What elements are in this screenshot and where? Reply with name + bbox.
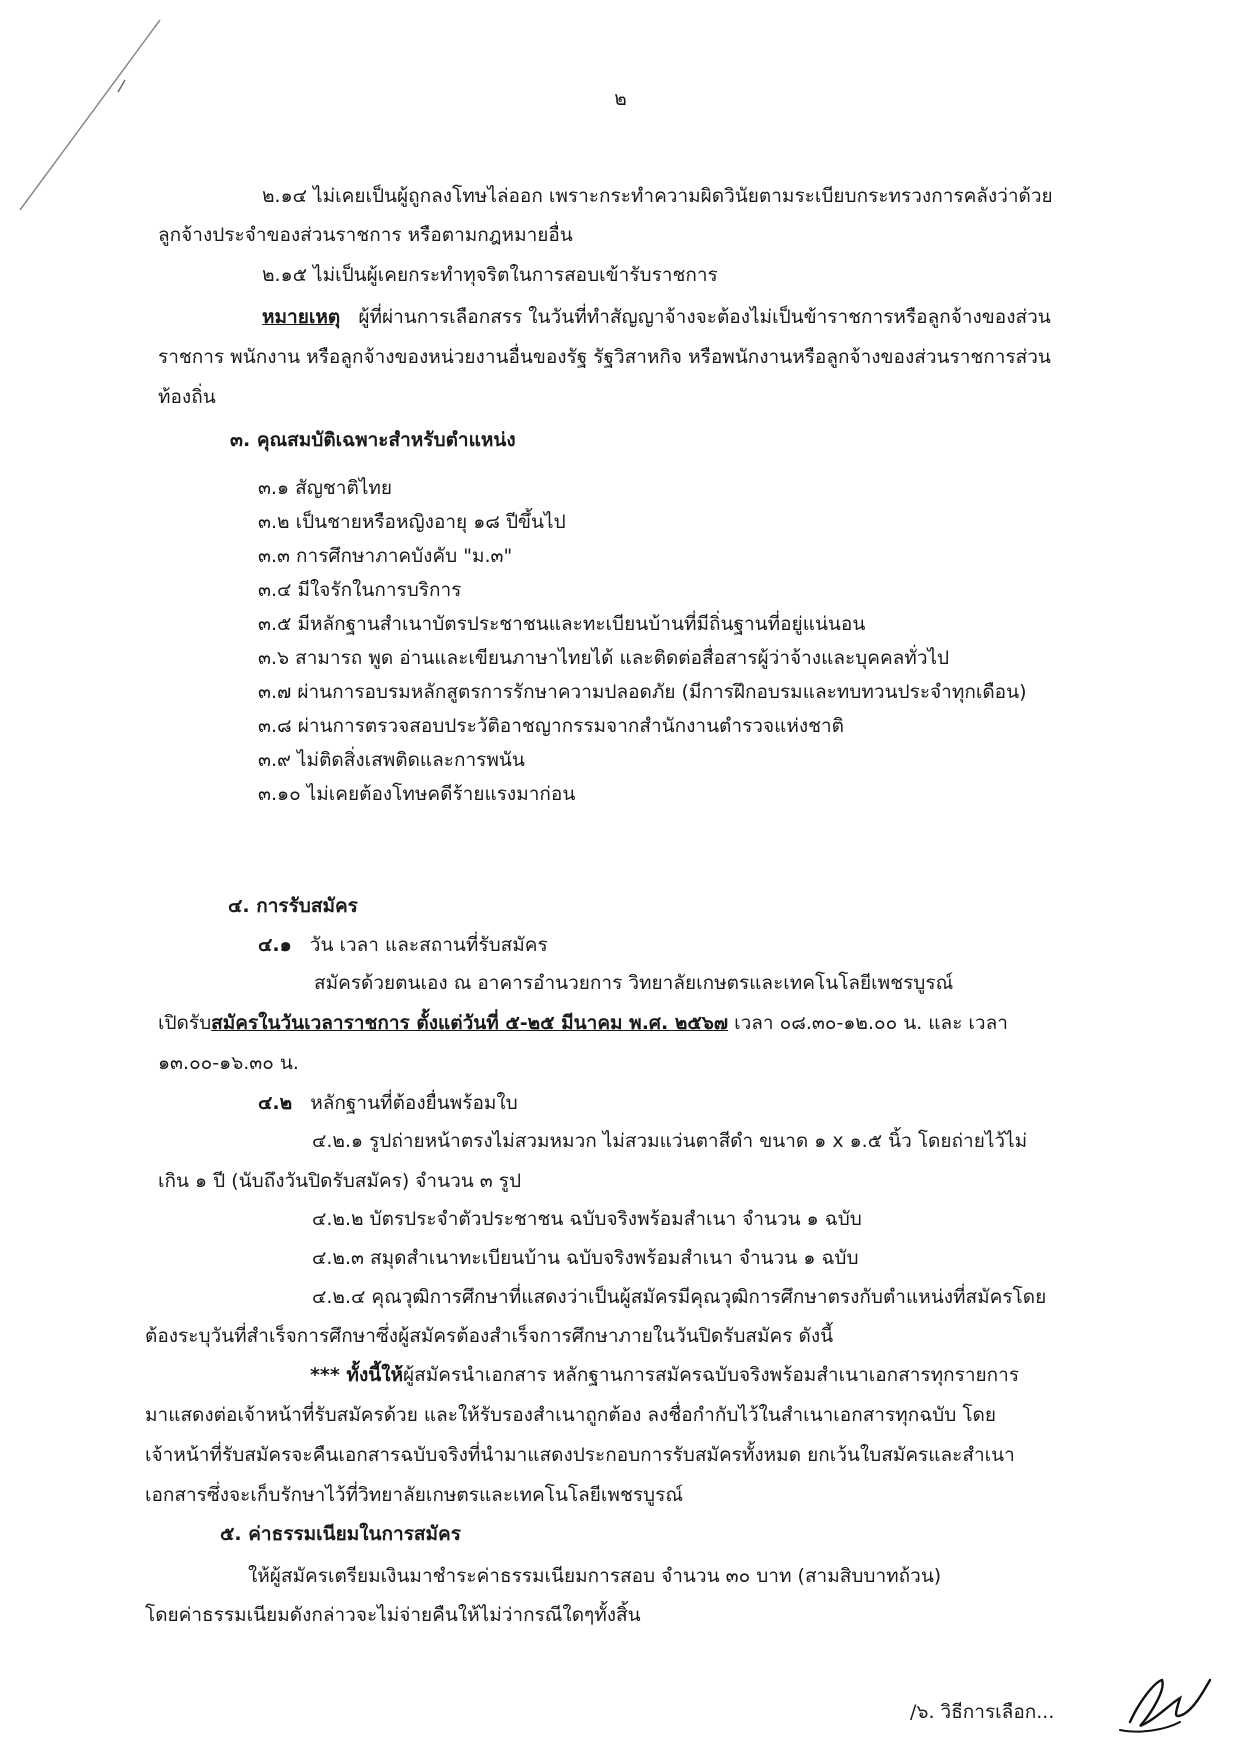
remark-label: หมายเหตุ <box>262 306 341 328</box>
clause-4-2-number: ๔.๒ <box>258 1092 293 1114</box>
clause-3-4: ๓.๔ มีใจรักในการบริการ <box>258 579 462 601</box>
notice-line-1 <box>310 1362 1019 1388</box>
clause-3-9: ๓.๙ ไม่ติดสิ่งเสพติดและการพนัน <box>258 749 525 771</box>
clause-2-14-cont: ลูกจ้างประจำของส่วนราชการ หรือตามกฎหมายอื่น <box>158 224 573 246</box>
clause-3-5: ๓.๕ มีหลักฐานสำเนาบัตรประชาชนและทะเบียนบ้านที่มีถิ่นฐานที่อยู่แน่นอน <box>258 613 866 635</box>
page-number: ๒ <box>614 88 627 110</box>
notice-prefix: *** ทั้งนี้ให้ <box>310 1364 404 1386</box>
section-3-heading: ๓. คุณสมบัติเฉพาะสำหรับตำแหน่ง <box>230 429 516 451</box>
clause-4-1-time-cont: ๑๓.๐๐-๑๖.๓๐ น. <box>158 1052 299 1074</box>
clause-3-2: ๓.๒ เป็นชายหรือหญิงอายุ ๑๘ ปีขึ้นไป <box>258 511 566 533</box>
notice-line-2: มาแสดงต่อเจ้าหน้าที่รับสมัครด้วย และให้รับรองสำเนาถูกต้อง ลงชื่อกำกับไว้ในสำเนาเอกสารทุกฉบับ โดย <box>145 1404 996 1426</box>
clause-4-1 <box>258 932 548 958</box>
clause-4-2 <box>258 1090 518 1116</box>
dates-highlight: สมัครในวันเวลาราชการ ตั้งแต่วันที่ ๕-๒๕ มีนาคม พ.ศ. ๒๕๖๗ <box>211 1012 729 1034</box>
clause-4-2-4: ๔.๒.๔ คุณวุฒิการศึกษาที่แสดงว่าเป็นผู้สมัครมีคุณวุฒิการศึกษาตรงกับตำแหน่งที่สมัครโดย <box>312 1286 1047 1308</box>
remark-text: ผู้ที่ผ่านการเลือกสรร ในวันที่ทำสัญญาจ้างจะต้องไม่เป็นข้าราชการหรือลูกจ้างของส่วน <box>358 306 1051 328</box>
clause-3-1: ๓.๑ สัญชาติไทย <box>258 477 393 499</box>
remark-cont-1: ราชการ พนักงาน หรือลูกจ้างของหน่วยงานอื่นของรัฐ รัฐวิสาหกิจ หรือพนักงานหรือลูกจ้างของส่วนราชการส่วน <box>158 346 1051 368</box>
clause-4-2-1: ๔.๒.๑ รูปถ่ายหน้าตรงไม่สวมหมวก ไม่สวมแว่นตาสีดำ ขนาด ๑ x ๑.๕ นิ้ว โดยถ่ายไว้ไม่ <box>312 1130 1028 1152</box>
clause-4-1-dates <box>158 1010 1008 1036</box>
clause-4-2-text: หลักฐานที่ต้องยื่นพร้อมใบ <box>310 1092 518 1114</box>
continuation-reference: /๖. วิธีการเลือก... <box>910 1701 1055 1723</box>
clause-3-7: ๓.๗ ผ่านการอบรมหลักสูตรการรักษาความปลอดภัย (มีการฝึกอบรมและทบทวนประจำทุกเดือน) <box>258 681 1027 703</box>
clause-4-1-number: ๔.๑ <box>258 934 292 956</box>
dates-time: เวลา ๐๘.๓๐-๑๒.๐๐ น. และ เวลา <box>734 1012 1008 1034</box>
notice-line-4: เอกสารซึ่งจะเก็บรักษาไว้ที่วิทยาลัยเกษตรและเทคโนโลยีเพชรบูรณ์ <box>145 1484 683 1506</box>
dates-prefix: เปิดรับ <box>158 1012 212 1034</box>
notice-line-3: เจ้าหน้าที่รับสมัครจะคืนเอกสารฉบับจริงที่นำมาแสดงประกอบการรับสมัครทั้งหมด ยกเว้นใบสมัครและสำเนา <box>145 1444 1015 1466</box>
clause-3-10: ๓.๑๐ ไม่เคยต้องโทษคดีร้ายแรงมาก่อน <box>258 783 576 805</box>
clause-2-14: ๒.๑๔ ไม่เคยเป็นผู้ถูกลงโทษไล่ออก เพราะกระทำความผิดวินัยตามระเบียบกระทรวงการคลังว่าด้วย <box>262 185 1053 207</box>
clause-5-fee: ให้ผู้สมัครเตรียมเงินมาชำระค่าธรรมเนียมการสอบ จำนวน ๓๐ บาท (สามสิบบาทถ้วน) <box>248 1565 942 1587</box>
clause-4-2-1-cont: เกิน ๑ ปี (นับถึงวันปิดรับสมัคร) จำนวน ๓ รูป <box>158 1170 522 1192</box>
section-4-heading: ๔. การรับสมัคร <box>228 895 358 917</box>
remark-cont-2: ท้องถิ่น <box>158 386 216 408</box>
clause-3-3: ๓.๓ การศึกษาภาคบังคับ "ม.๓" <box>258 545 513 567</box>
clause-3-8: ๓.๘ ผ่านการตรวจสอบประวัติอาชญากรรมจากสำนักงานตำรวจแห่งชาติ <box>258 715 845 737</box>
clause-3-6: ๓.๖ สามารถ พูด อ่านและเขียนภาษาไทยได้ และติดต่อสื่อสารผู้ว่าจ้างและบุคคลทั่วไป <box>258 647 950 669</box>
clause-4-1-location: สมัครด้วยตนเอง ณ อาคารอำนวยการ วิทยาลัยเกษตรและเทคโนโลยีเพชรบูรณ์ <box>314 972 954 994</box>
notice-text: ผู้สมัครนำเอกสาร หลักฐานการสมัครฉบับจริงพร้อมสำเนาเอกสารทุกรายการ <box>403 1364 1020 1386</box>
clause-4-1-text: วัน เวลา และสถานที่รับสมัคร <box>309 934 548 956</box>
clause-4-2-3: ๔.๒.๓ สมุดสำเนาทะเบียนบ้าน ฉบับจริงพร้อมสำเนา จำนวน ๑ ฉบับ <box>312 1247 859 1269</box>
clause-5-fee-cont: โดยค่าธรรมเนียมดังกล่าวจะไม่จ่ายคืนให้ไม่ว่ากรณีใดๆทั้งสิ้น <box>145 1604 641 1626</box>
remark-line <box>262 304 1051 330</box>
clause-4-2-4-cont: ต้องระบุวันที่สำเร็จการศึกษาซึ่งผู้สมัครต้องสำเร็จการศึกษาภายในวันปิดรับสมัคร ดังนี้ <box>145 1325 834 1347</box>
clause-2-15: ๒.๑๕ ไม่เป็นผู้เคยกระทำทุจริตในการสอบเข้ารับราชการ <box>262 264 718 286</box>
section-5-heading: ๕. ค่าธรรมเนียมในการสมัคร <box>220 1523 461 1545</box>
clause-4-2-2: ๔.๒.๒ บัตรประจำตัวประชาชน ฉบับจริงพร้อมสำเนา จำนวน ๑ ฉบับ <box>312 1208 862 1230</box>
signature-mark <box>1110 1660 1220 1740</box>
